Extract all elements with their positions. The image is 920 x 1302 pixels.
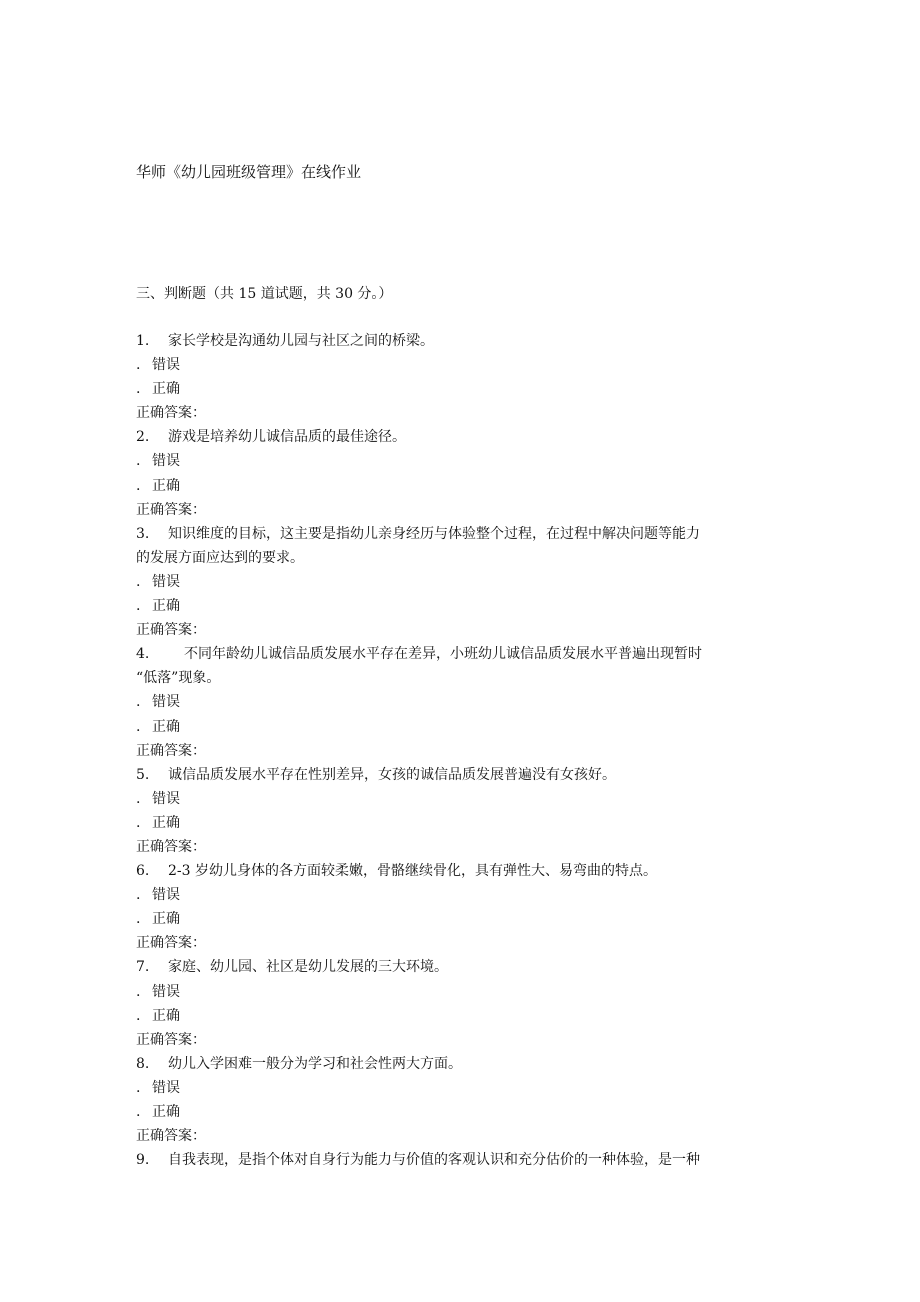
option-correct[interactable]: . 正确	[136, 911, 180, 928]
option-label: 错误	[152, 983, 180, 1000]
option-label: 正确	[152, 598, 180, 615]
question-stem	[136, 763, 796, 787]
answer-label: 正确答案：	[136, 838, 206, 855]
option-label: 正确	[152, 477, 180, 494]
option-correct[interactable]: . 正确	[136, 598, 180, 615]
question-stem	[136, 1052, 796, 1076]
option-wrong[interactable]: . 错误	[136, 983, 180, 1000]
option-correct[interactable]: . 正确	[136, 477, 180, 494]
answer-label: 正确答案：	[136, 622, 206, 639]
option-label: 错误	[152, 790, 180, 807]
option-correct[interactable]: . 正确	[136, 1104, 180, 1120]
question-item	[136, 1148, 796, 1172]
question-stem	[136, 642, 796, 666]
option-wrong[interactable]: . 错误	[136, 357, 180, 374]
question-text: 知识维度的目标，这主要是指幼儿亲身经历与体验整个过程，在过程中解决问题等能力	[168, 525, 700, 542]
option-wrong[interactable]: . 错误	[136, 790, 180, 807]
section-heading: 三、判断题（共 15 道试题，共 30 分。）	[136, 286, 393, 302]
option-label: 正确	[152, 381, 180, 398]
question-text: 2-3 岁幼儿身体的各方面较柔嫩，骨骼继续骨化，具有弹性大、易弯曲的特点。	[168, 863, 657, 880]
option-label: 错误	[152, 453, 180, 470]
option-label: 正确	[152, 814, 180, 831]
question-number: 1.	[136, 333, 150, 349]
option-correct[interactable]: . 正确	[136, 1007, 180, 1024]
option-correct[interactable]: . 正确	[136, 814, 180, 831]
question-item	[136, 425, 796, 521]
option-label: 错误	[152, 1079, 180, 1096]
option-wrong[interactable]: . 错误	[136, 887, 180, 904]
question-item	[136, 522, 796, 642]
answer-label: 正确答案：	[136, 501, 206, 518]
option-wrong[interactable]: . 错误	[136, 1079, 180, 1096]
answer-label: 正确答案：	[136, 1128, 206, 1145]
question-text-continued: 的发展方面应达到的要求。	[136, 549, 304, 566]
question-number: 2.	[136, 429, 150, 446]
document-title: 华师《幼儿园班级管理》在线作业	[136, 163, 362, 181]
question-number: 8.	[136, 1055, 150, 1072]
option-label: 正确	[152, 911, 180, 928]
question-text: 诚信品质发展水平存在性别差异，女孩的诚信品质发展普遍没有女孩好。	[168, 766, 616, 783]
question-item	[136, 955, 796, 1051]
option-label: 错误	[152, 887, 180, 904]
question-stem	[136, 1148, 796, 1172]
question-text: 幼儿入学困难一般分为学习和社会性两大方面。	[168, 1055, 462, 1072]
answer-label: 正确答案：	[136, 405, 206, 422]
question-number: 3.	[136, 525, 150, 542]
question-text-continued: “低落”现象。	[136, 670, 221, 687]
question-item	[136, 1052, 796, 1148]
question-text: 游戏是培养幼儿诚信品质的最佳途径。	[168, 429, 406, 446]
question-text: 家长学校是沟通幼儿园与社区之间的桥梁。	[168, 333, 434, 349]
option-label: 正确	[152, 1104, 180, 1120]
question-number: 6.	[136, 863, 150, 880]
option-correct[interactable]: . 正确	[136, 718, 180, 735]
question-stem	[136, 859, 796, 883]
option-label: 错误	[152, 573, 180, 590]
question-text: 自我表现，是指个体对自身行为能力与价值的客观认识和充分估价的一种体验，是一种	[168, 1152, 700, 1169]
option-wrong[interactable]: . 错误	[136, 573, 180, 590]
question-number: 9.	[136, 1152, 150, 1169]
answer-label: 正确答案：	[136, 935, 206, 952]
question-stem	[136, 522, 796, 546]
answer-label: 正确答案：	[136, 1031, 206, 1048]
question-text: 家庭、幼儿园、社区是幼儿发展的三大环境。	[168, 959, 448, 976]
option-wrong[interactable]: . 错误	[136, 453, 180, 470]
option-wrong[interactable]: . 错误	[136, 694, 180, 711]
question-item	[136, 642, 796, 762]
question-number: 4.	[136, 646, 150, 663]
question-stem	[136, 425, 796, 449]
question-number: 7.	[136, 959, 150, 976]
question-item	[136, 329, 796, 425]
answer-label: 正确答案：	[136, 742, 206, 759]
question-number: 5.	[136, 766, 150, 783]
question-item	[136, 859, 796, 955]
option-label: 正确	[152, 1007, 180, 1024]
question-stem	[136, 955, 796, 979]
question-item	[136, 763, 796, 859]
question-text: 不同年龄幼儿诚信品质发展水平存在差异，小班幼儿诚信品质发展水平普遍出现暂时	[184, 646, 702, 663]
option-label: 错误	[152, 357, 180, 374]
question-stem	[136, 329, 796, 353]
option-label: 正确	[152, 718, 180, 735]
question-list	[136, 329, 796, 1172]
option-label: 错误	[152, 694, 180, 711]
option-correct[interactable]: . 正确	[136, 381, 180, 398]
